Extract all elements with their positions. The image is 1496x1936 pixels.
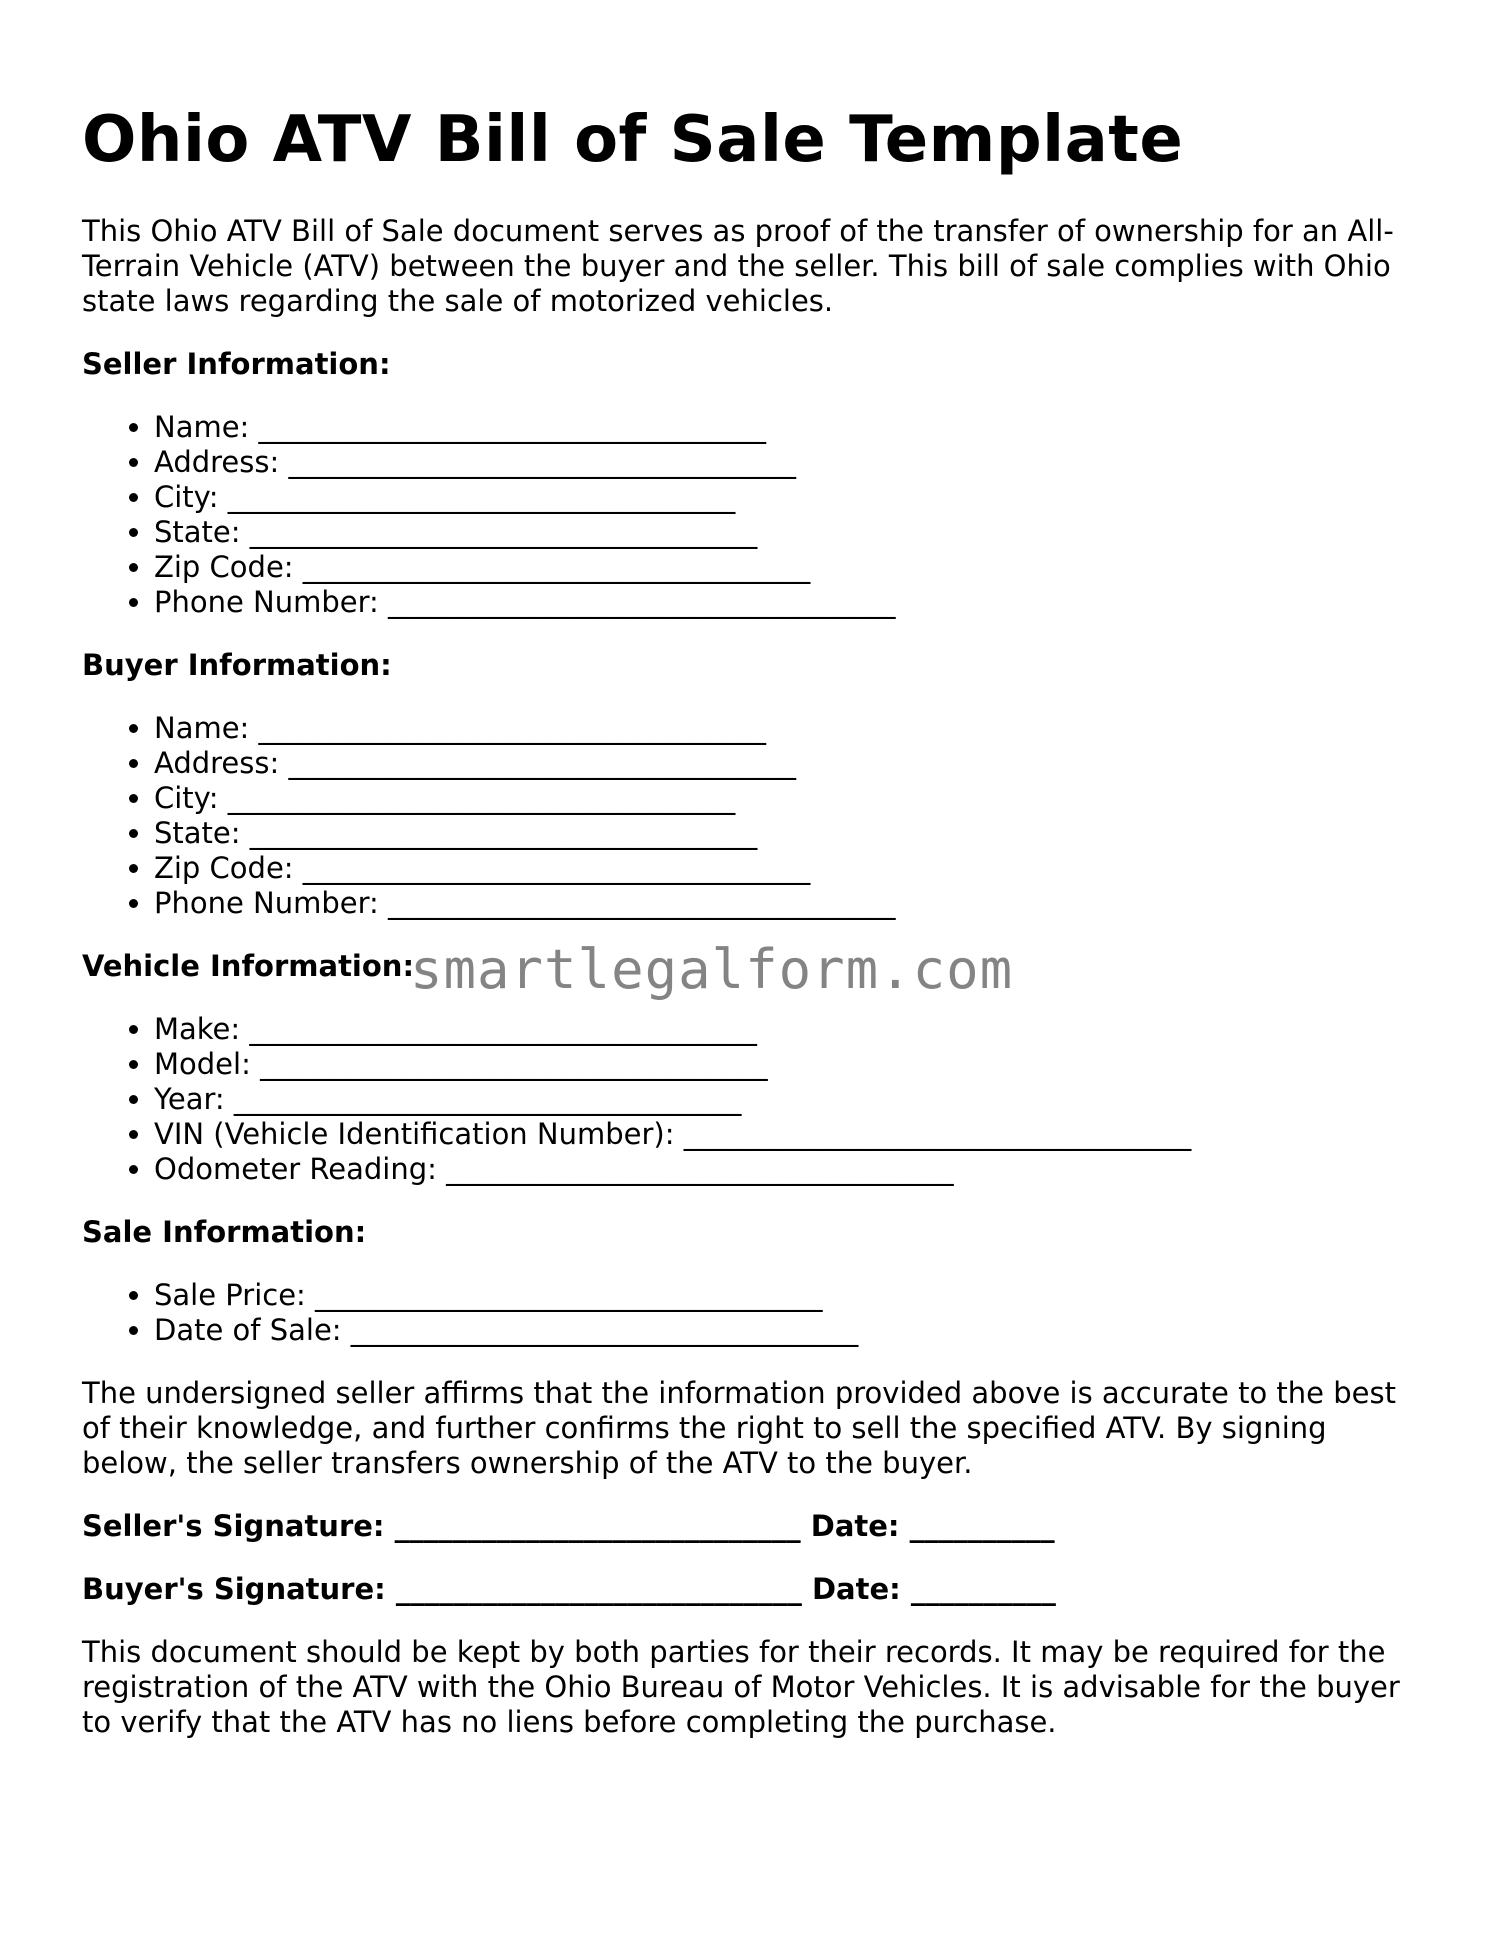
date-label: Date: (811, 1572, 901, 1606)
field-label: State: (154, 515, 241, 549)
blank-line: ___________________________________ (350, 1313, 859, 1347)
date-label: Date: (810, 1509, 900, 1543)
blank-line: ___________________________________ (249, 1012, 757, 1046)
blank-line: ___________________________________ (249, 515, 758, 549)
field-label: State: (154, 816, 241, 850)
vehicle-section-heading: Vehicle Information: (82, 949, 415, 983)
field-label: Date of Sale: (154, 1313, 342, 1347)
list-item (154, 515, 1422, 550)
list-item (154, 746, 1422, 781)
field-label: VIN (Vehicle Identification Number): (154, 1117, 675, 1151)
list-item (154, 1152, 1422, 1187)
affirmation-paragraph: The undersigned seller affirms that the information provided above is accurate to the best of their knowledge, and further confirms the right to sell the specified ATV. By signing below, the seller transfers ownership of the ATV to the buyer. (82, 1376, 1396, 1480)
blank-line: ___________________________________ (227, 781, 736, 815)
list-item (154, 816, 1422, 851)
buyer-signature-label: Buyer's Signature: (82, 1572, 386, 1606)
list-item (154, 585, 1422, 620)
seller-fields-list (82, 410, 1422, 620)
field-label: Make: (154, 1012, 241, 1046)
list-item (154, 1082, 1422, 1117)
list-item (154, 781, 1422, 816)
list-item (154, 851, 1422, 886)
blank-line: ___________________________________ (258, 410, 767, 444)
field-label: Phone Number: (154, 886, 379, 920)
list-item (154, 711, 1422, 746)
list-item (154, 480, 1422, 515)
field-label: Odometer Reading: (154, 1152, 437, 1186)
blank-line: ___________________________________ (388, 886, 896, 920)
list-item (154, 886, 1422, 921)
list-item (154, 1047, 1422, 1082)
field-label: Address: (154, 746, 280, 780)
field-label: Sale Price: (154, 1278, 306, 1312)
blank-line: ___________________________________ (302, 550, 811, 584)
blank-line: ___________________________________ (315, 1278, 823, 1312)
signature-blank: ____________________________ (395, 1572, 802, 1606)
blank-line: ___________________________________ (302, 851, 811, 885)
blank-line: ___________________________________ (260, 1047, 768, 1081)
blank-line: ___________________________________ (446, 1152, 954, 1186)
buyer-section-heading: Buyer Information: (82, 648, 392, 682)
sale-fields-list (82, 1278, 1422, 1348)
field-label: Model: (154, 1047, 251, 1081)
blank-line: ___________________________________ (249, 816, 758, 850)
field-label: City: (154, 480, 219, 514)
date-blank: __________ (909, 1509, 1055, 1543)
field-label: Name: (154, 711, 250, 745)
buyer-fields-list (82, 711, 1422, 921)
watermark: smartlegalform.com (410, 938, 1014, 1001)
blank-line: ___________________________________ (388, 585, 896, 619)
blank-line: ___________________________________ (258, 711, 767, 745)
field-label: Year: (154, 1082, 225, 1116)
signature-blank: ____________________________ (394, 1509, 801, 1543)
blank-line: ___________________________________ (683, 1117, 1192, 1151)
document-page (82, 100, 1422, 1768)
field-label: Phone Number: (154, 585, 379, 619)
list-item (154, 410, 1422, 445)
field-label: Name: (154, 410, 250, 444)
seller-signature-line (82, 1509, 1422, 1544)
closing-paragraph: This document should be kept by both parties for their records. It may be required for the registration of the ATV with the Ohio Bureau of Motor Vehicles. It is advisable for the buyer to verify that the ATV has no liens before completing the purchase. (82, 1635, 1400, 1739)
vehicle-fields-list (82, 1012, 1422, 1187)
field-label: City: (154, 781, 219, 815)
intro-paragraph: This Ohio ATV Bill of Sale document serves as proof of the transfer of ownership for an All-Terrain Vehicle (ATV) between the buyer and the seller. This bill of sale complies with Ohio state laws regarding the sale of motorized vehicles. (82, 214, 1394, 318)
document-title: Ohio ATV Bill of Sale Template (82, 103, 1184, 177)
field-label: Zip Code: (154, 550, 294, 584)
list-item (154, 1278, 1422, 1313)
list-item (154, 1313, 1422, 1348)
blank-line: ___________________________________ (288, 746, 796, 780)
field-label: Address: (154, 445, 280, 479)
sale-section-heading: Sale Information: (82, 1215, 367, 1249)
list-item (154, 1117, 1422, 1152)
blank-line: ___________________________________ (227, 480, 736, 514)
blank-line: ___________________________________ (233, 1082, 742, 1116)
blank-line: ___________________________________ (288, 445, 796, 479)
field-label: Zip Code: (154, 851, 294, 885)
seller-section-heading: Seller Information: (82, 347, 391, 381)
list-item (154, 1012, 1422, 1047)
buyer-signature-line (82, 1572, 1422, 1607)
list-item (154, 550, 1422, 585)
list-item (154, 445, 1422, 480)
seller-signature-label: Seller's Signature: (82, 1509, 385, 1543)
date-blank: __________ (910, 1572, 1056, 1606)
